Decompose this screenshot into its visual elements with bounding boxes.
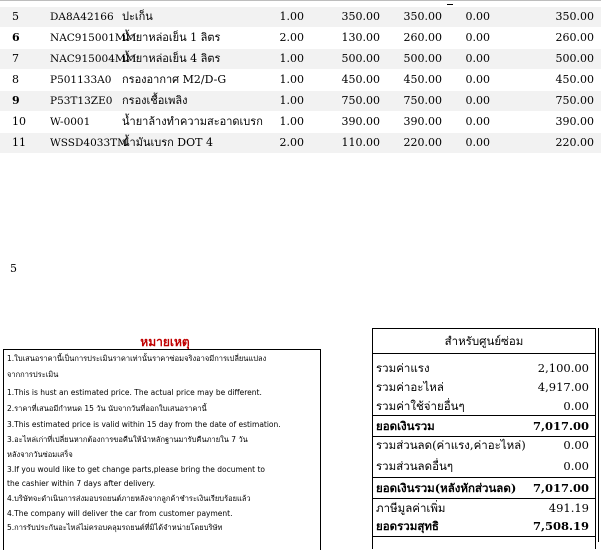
summary-label: รวมค่าแรง xyxy=(376,361,430,375)
item-discount: 0.00 xyxy=(465,10,490,23)
table-row xyxy=(0,91,601,111)
summary-box xyxy=(372,328,596,549)
item-amount: 220.00 xyxy=(403,136,442,149)
item-unit-price: 500.00 xyxy=(341,52,380,65)
summary-row-discount-other xyxy=(373,456,595,476)
item-discount: 0.00 xyxy=(465,52,490,65)
item-description: กรองอากาศ M2/D-G xyxy=(122,73,227,86)
item-unit-price: 450.00 xyxy=(341,73,380,86)
note-line: 4.The company will deliver the car from customer payment. xyxy=(7,509,233,518)
summary-value: 7,017.00 xyxy=(532,481,589,495)
note-line: 4.บริษัทจะดำเนินการส่งมอบรถยนต์ภายหลังจากลูกค้าชำระเงินเรียบร้อยแล้ว xyxy=(7,494,251,503)
item-net: 750.00 xyxy=(555,94,594,107)
note-line: 1.ใบเสนอราคานี้เป็นการประเมินราคาเท่านั้นราคาซ่อมจริงอาจมีการเปลี่ยนแปลง xyxy=(7,354,267,363)
item-discount: 0.00 xyxy=(465,73,490,86)
item-description: ปะเก็น xyxy=(122,10,153,23)
table-row xyxy=(0,49,601,69)
item-discount: 0.00 xyxy=(465,115,490,128)
summary-row-grand-total xyxy=(373,516,595,537)
item-unit-price: 350.00 xyxy=(341,10,380,23)
item-code: W-0001 xyxy=(50,116,91,128)
summary-row-vat xyxy=(373,498,595,518)
item-qty: 1.00 xyxy=(279,52,304,65)
summary-value: 0.00 xyxy=(563,438,589,452)
item-no: 5 xyxy=(12,10,19,23)
item-unit-price: 750.00 xyxy=(341,94,380,107)
note-line: จากการประเมิน xyxy=(7,370,59,379)
notes-box xyxy=(3,349,321,550)
item-description: น้ำยาล้างทำความสะอาดเบรก xyxy=(122,115,263,128)
item-net: 350.00 xyxy=(555,10,594,23)
item-amount: 500.00 xyxy=(403,52,442,65)
item-net: 220.00 xyxy=(555,136,594,149)
page-number: 5 xyxy=(10,262,17,275)
note-line: the cashier within 7 days after delivery. xyxy=(7,479,156,488)
summary-label: ยอดเงินรวม xyxy=(376,419,435,433)
summary-label: ยอดรวมสุทธิ xyxy=(376,519,439,533)
summary-value: 2,100.00 xyxy=(537,361,589,375)
item-discount: 0.00 xyxy=(465,94,490,107)
summary-row-discount xyxy=(373,435,595,455)
item-description: น้ำยาหล่อเย็น 4 ลิตร xyxy=(122,52,221,65)
summary-value: 7,508.19 xyxy=(532,519,589,533)
item-amount: 750.00 xyxy=(403,94,442,107)
item-code: P53T13ZE0 xyxy=(50,95,113,107)
item-no: 10 xyxy=(12,115,26,128)
summary-title: สำหรับศูนย์ซ่อม xyxy=(373,329,595,354)
note-line: 1.This is hust an estimated price. The actual price may be different. xyxy=(7,388,262,397)
note-line: 5.การรับประกันอะไหล่ไม่ครอบคลุมรถยนต์ที่มิได้จำหน่ายโดยบริษัท xyxy=(7,523,223,532)
item-unit-price: 110.00 xyxy=(341,136,380,149)
item-discount: 0.00 xyxy=(465,136,490,149)
item-amount: 390.00 xyxy=(403,115,442,128)
note-line: 3.If you would like to get change parts,please bring the document to xyxy=(7,465,266,474)
summary-row-other xyxy=(373,396,595,416)
item-unit-price: 130.00 xyxy=(341,31,380,44)
summary-row-after-discount xyxy=(373,477,595,499)
item-amount: 260.00 xyxy=(403,31,442,44)
summary-value: 4,917.00 xyxy=(537,380,589,394)
table-row xyxy=(0,7,601,27)
notes-title: หมายเหตุ xyxy=(140,335,190,349)
item-qty: 1.00 xyxy=(279,10,304,23)
item-qty: 1.00 xyxy=(279,115,304,128)
table-row xyxy=(0,112,601,132)
item-qty: 1.00 xyxy=(279,94,304,107)
item-discount: 0.00 xyxy=(465,31,490,44)
summary-value: 7,017.00 xyxy=(532,419,589,433)
note-line: 2.ราคาที่เสนอมีกำหนด 15 วัน นับจากวันที่ออกใบเสนอราคานี้ xyxy=(7,404,207,413)
summary-value: 0.00 xyxy=(563,399,589,413)
note-line: หลังจากวันซ่อมเสร็จ xyxy=(7,450,73,459)
note-line: 3.อะไหล่เก่าที่เปลี่ยนหากต้องการขอคืนให้นำหลักฐานมารับคืนภายใน 7 วัน xyxy=(7,435,248,444)
summary-label: รวมค่าใช้จ่ายอื่นๆ xyxy=(376,399,465,413)
item-net: 450.00 xyxy=(555,73,594,86)
summary-row-labor xyxy=(373,358,595,378)
item-no: 9 xyxy=(12,94,20,107)
item-no: 6 xyxy=(12,31,20,44)
item-description: น้ำยาหล่อเย็น 1 ลิตร xyxy=(122,31,221,44)
summary-label: ยอดเงินรวม(หลังหักส่วนลด) xyxy=(376,481,517,495)
table-row xyxy=(0,28,601,48)
summary-label: รวมส่วนลดอื่นๆ xyxy=(376,459,454,473)
summary-label: ภาษีมูลค่าเพิ่ม xyxy=(376,501,446,515)
item-qty: 1.00 xyxy=(279,73,304,86)
item-no: 7 xyxy=(12,52,19,65)
summary-row-total xyxy=(373,415,595,437)
item-code: DA8A42166 xyxy=(50,11,114,23)
item-code: NAC915001MM xyxy=(50,32,137,44)
note-line: 3.This estimated price is valid within 15 day from the date of estimation. xyxy=(7,420,281,429)
item-code: WSSD4033TM xyxy=(50,137,128,149)
item-no: 8 xyxy=(12,73,19,86)
table-row xyxy=(0,70,601,90)
summary-label: รวมค่าอะไหล่ xyxy=(376,380,444,394)
summary-label: รวมส่วนลด(ค่าแรง,ค่าอะไหล่) xyxy=(376,438,526,452)
page-right-border xyxy=(598,328,599,542)
item-qty: 2.00 xyxy=(279,31,304,44)
item-net: 390.00 xyxy=(555,115,594,128)
item-amount: 450.00 xyxy=(403,73,442,86)
item-net: 260.00 xyxy=(555,31,594,44)
summary-row-parts xyxy=(373,377,595,397)
item-code: NAC915004MM xyxy=(50,53,137,65)
summary-value: 491.19 xyxy=(548,501,589,515)
summary-value: 0.00 xyxy=(563,459,589,473)
item-net: 500.00 xyxy=(555,52,594,65)
item-description: กรองเชื้อเพลิง xyxy=(122,94,188,107)
item-unit-price: 390.00 xyxy=(341,115,380,128)
table-header-mark xyxy=(447,0,453,5)
item-code: P501133A0 xyxy=(50,74,112,86)
table-row xyxy=(0,133,601,153)
item-qty: 2.00 xyxy=(279,136,304,149)
item-description: น้ำมันเบรก DOT 4 xyxy=(122,136,213,149)
item-amount: 350.00 xyxy=(403,10,442,23)
item-no: 11 xyxy=(12,136,26,149)
table-top-border xyxy=(0,0,601,1)
